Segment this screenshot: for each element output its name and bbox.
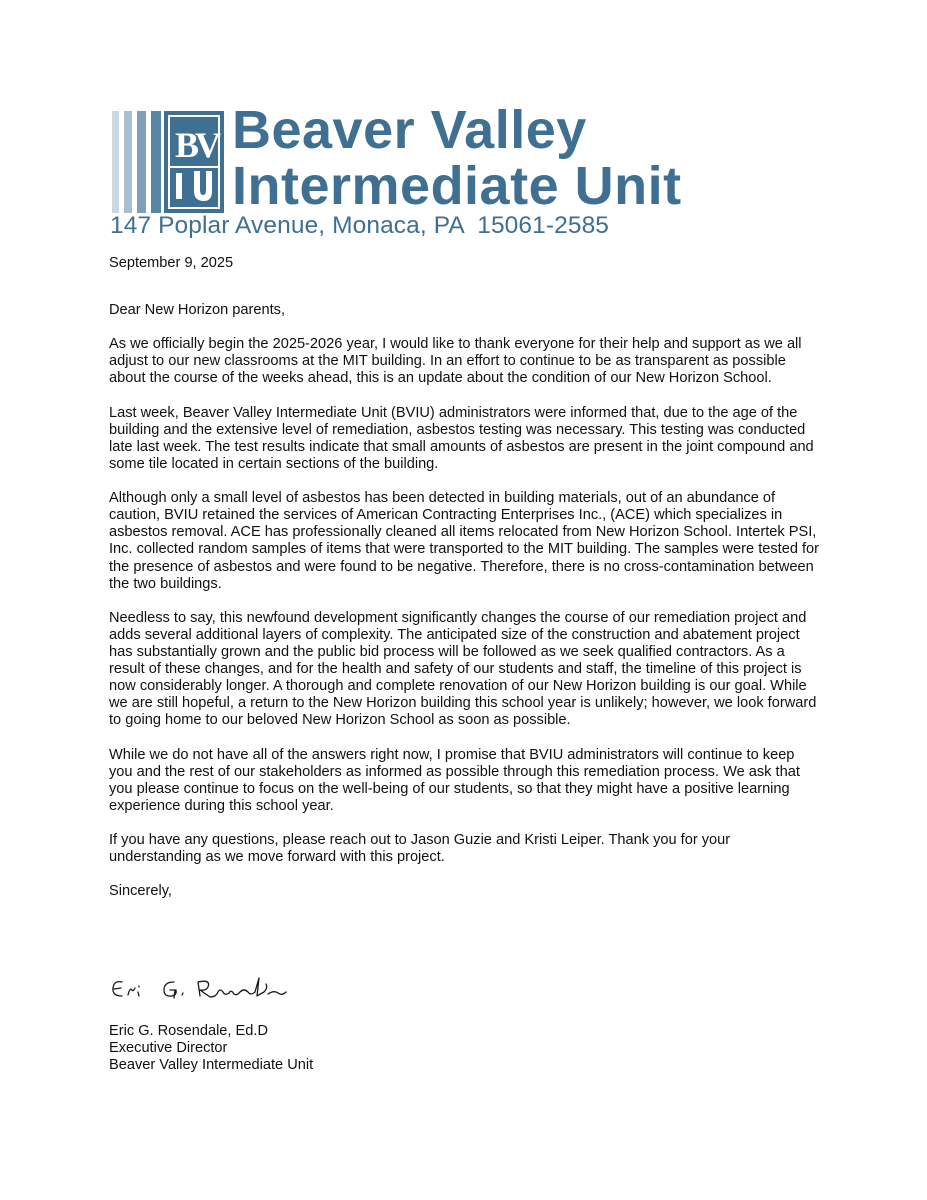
paragraph: While we do not have all of the answers right now, I promise that BVIU administrators will continue to keep you and the rest of our stakeholders as informed as possible through this remediation process. We ask that you please continue to focus on the well-being of our students, so that they might have a positive learning experience during this school year. xyxy=(109,746,800,814)
logo-stripes xyxy=(112,111,164,213)
closing: Sincerely, xyxy=(109,883,172,900)
paragraph: Although only a small level of asbestos has been detected in building materials, out of an abundance of caution, BVIU retained the services of American Contracting Enterprises Inc., (ACE) which specializes in asbestos removal. ACE has professionally cleaned all items relocated from New Horizon School. Intertek PSI, Inc. collected random samples of items that were transported to the MIT building. The samples were tested for the presence of asbestos and were found to be negative. Therefore, there is no cross-contamination between the two buildings. xyxy=(109,490,820,592)
svg-text:B: B xyxy=(175,125,200,165)
handwritten-signature xyxy=(108,968,298,1008)
letter-date: September 9, 2025 xyxy=(109,255,234,271)
letterhead xyxy=(110,100,810,243)
paragraph: If you have any questions, please reach out to Jason Guzie and Kristi Leiper. Thank you for your understanding as we move forward with this project. xyxy=(109,832,731,866)
org-address: 147 Poplar Avenue, Monaca, PA 15061-2585 xyxy=(110,212,610,239)
signer-block xyxy=(109,1023,313,1074)
paragraph: Last week, Beaver Valley Intermediate Unit (BVIU) administrators were informed that, due to the age of the building and the extensive level of remediation, asbestos testing was necessary. This testing was conducted late last week. The test results indicate that small amounts of asbestos are present in the joint compound and some tile located in certain sections of the building. xyxy=(109,404,814,472)
bviu-logo-icon xyxy=(164,111,224,213)
svg-text:V: V xyxy=(195,125,221,165)
org-name-line1: Beaver Valley xyxy=(232,100,587,160)
signer-name: Eric G. Rosendale, Ed.D xyxy=(109,1023,268,1039)
letter-body xyxy=(109,255,821,917)
org-name-line2: Intermediate Unit xyxy=(232,156,682,216)
signer-title: Executive Director xyxy=(109,1040,228,1057)
signer-organization: Beaver Valley Intermediate Unit xyxy=(109,1057,314,1074)
paragraph: Needless to say, this newfound development significantly changes the course of our remediation project and adds several additional layers of complexity. The anticipated size of the construction and abatement project has substantially grown and the public bid process will be followed as we seek qualified contractors. As a result of these changes, and for the health and safety of our students and staff, the timeline of this project is now considerably longer. A thorough and complete renovation of our New Horizon building is our goal. While we are still hopeful, a return to the New Horizon building this school year is unlikely; however, we look forward to going home to our beloved New Horizon School as soon as possible. xyxy=(109,609,817,729)
paragraph: As we officially begin the 2025-2026 year, I would like to thank everyone for their help and support as we all adjust to our new classrooms at the MIT building. In an effort to continue to be as transparent as possible about the course of the weeks ahead, this is an update about the condition of our New Horizon School. xyxy=(109,336,802,387)
salutation: Dear New Horizon parents, xyxy=(109,302,286,319)
